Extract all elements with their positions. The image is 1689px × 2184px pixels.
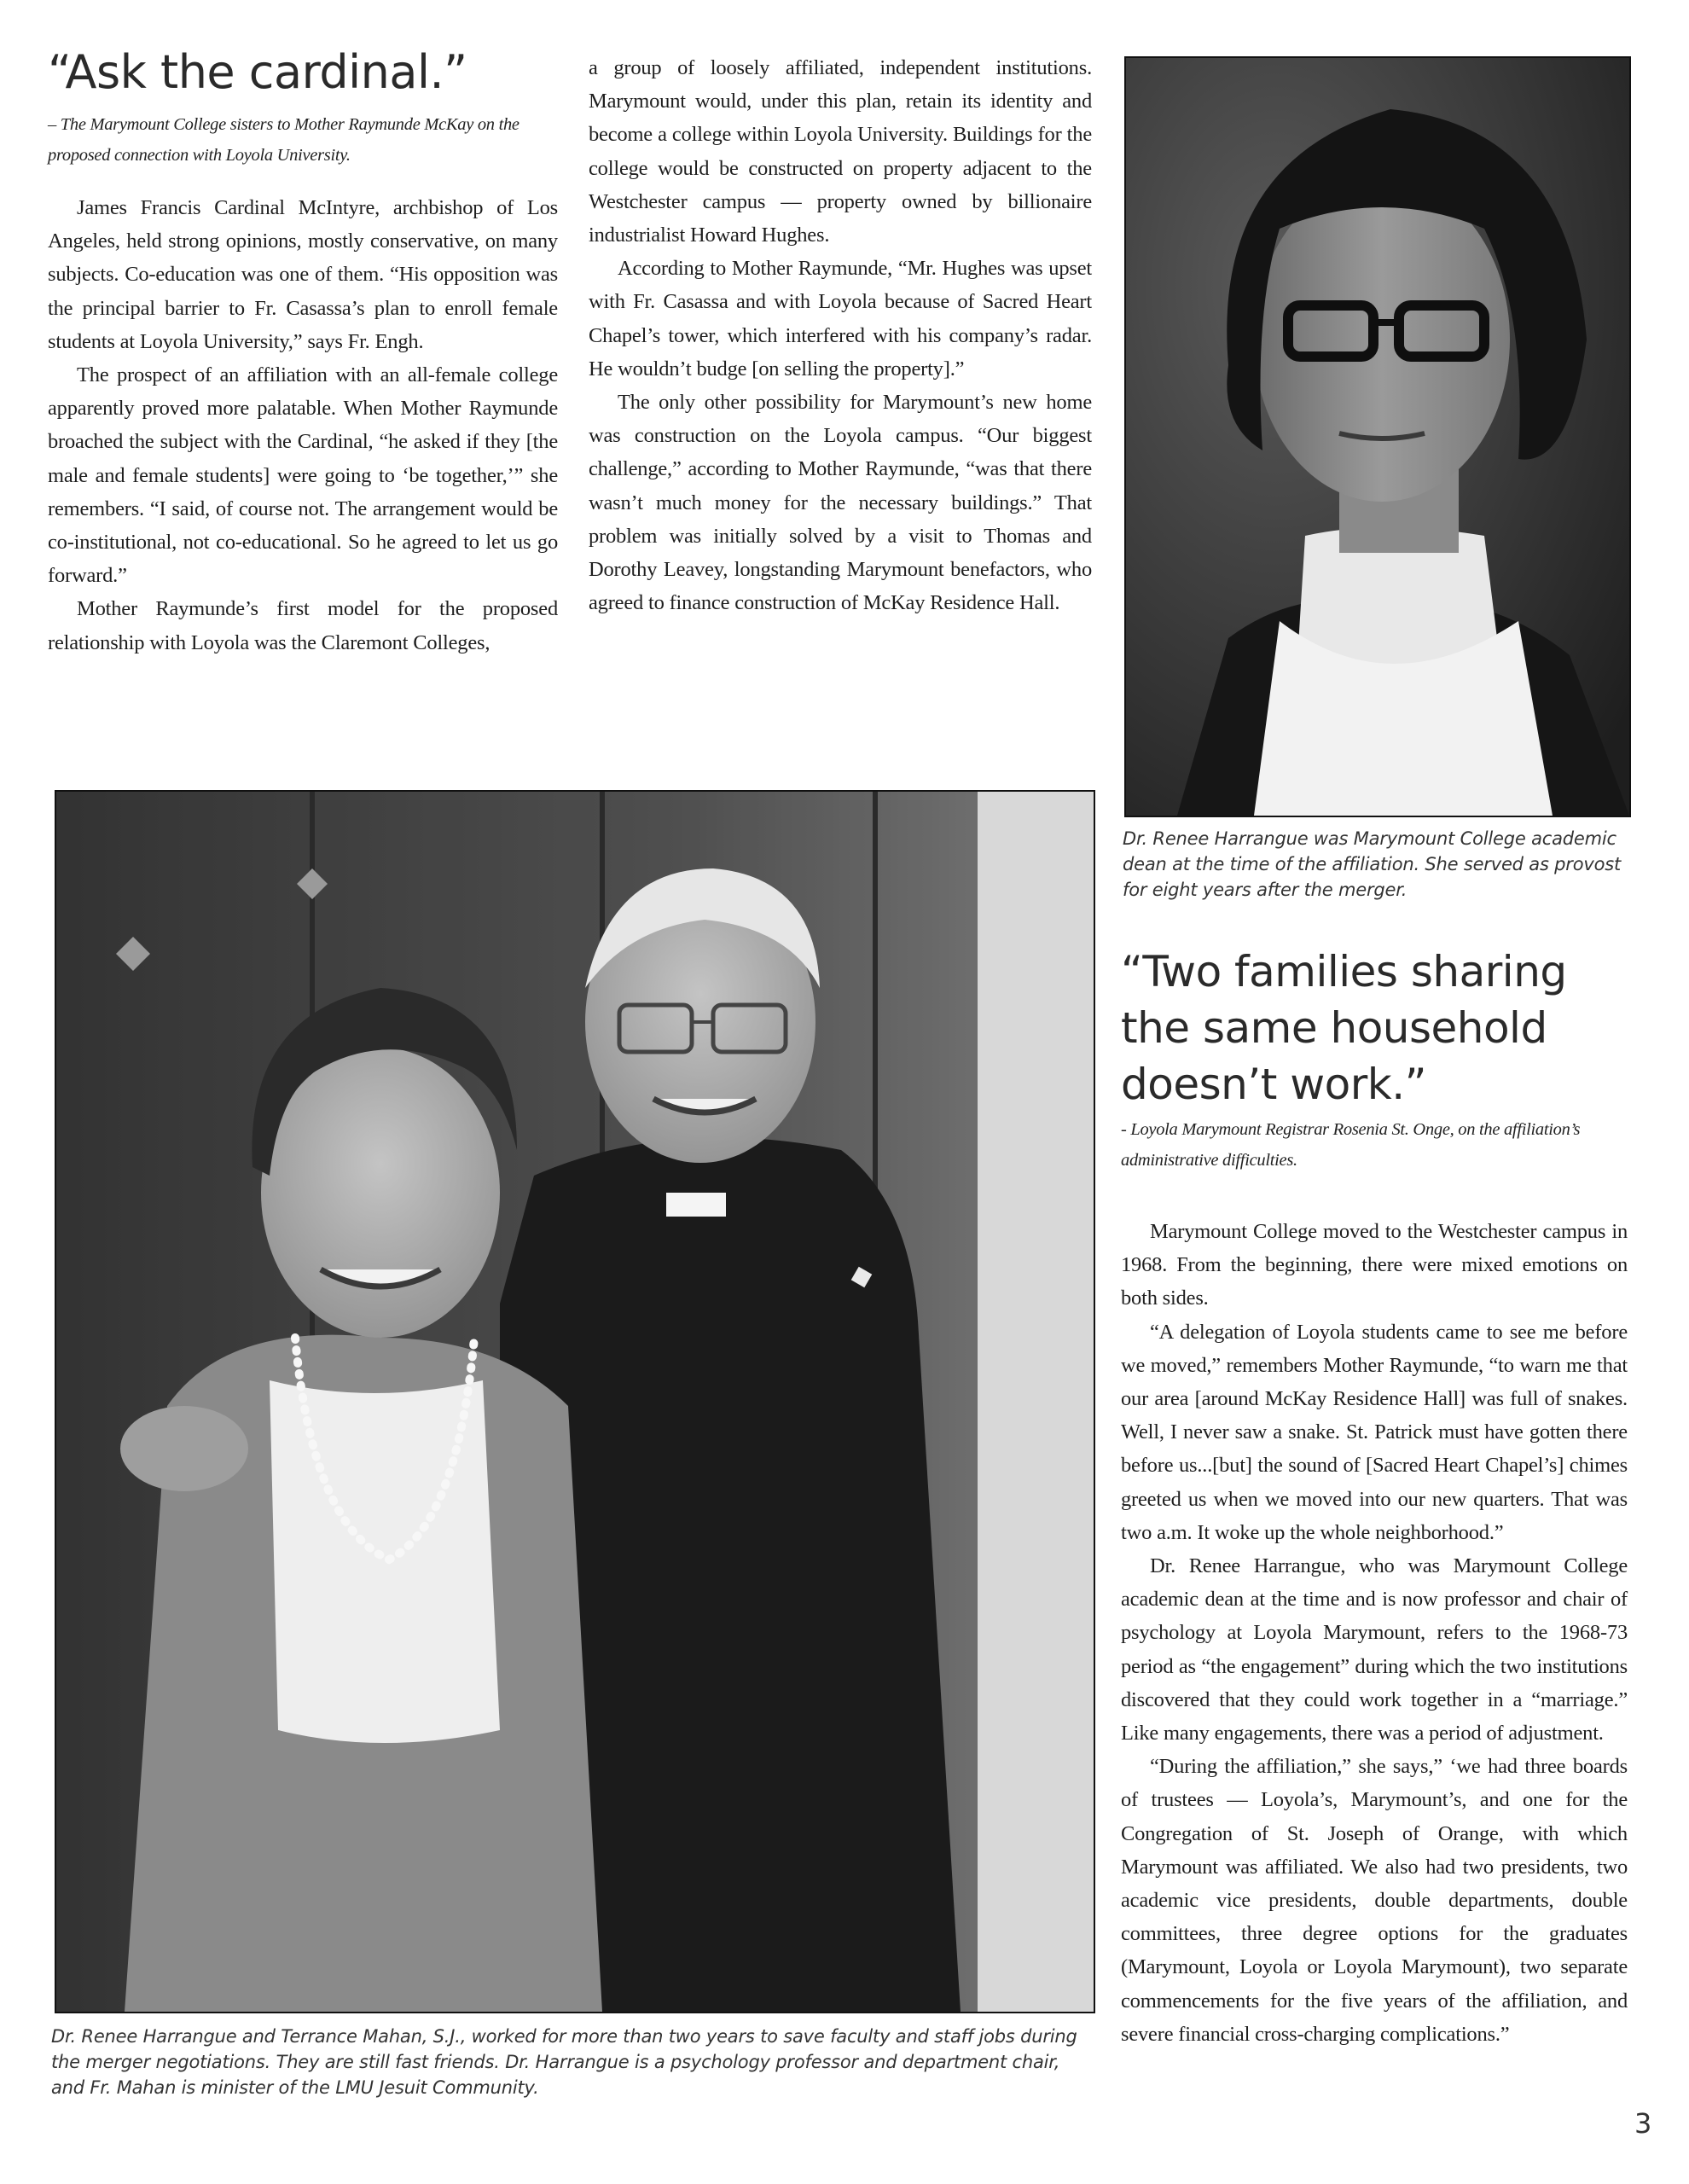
paragraph: Mother Raymunde’s first model for the proposed relationship with Loyola was the Claremont Colleges, (48, 597, 558, 654)
page-number: 3 (1634, 2107, 1652, 2140)
paragraph: “A delegation of Loyola students came to see me before we moved,” remembers Mother Raymunde, “to warn me that our area [around McKay Residence Hall] was full of snakes. Well, I never saw a snake. St. Patrick must have gotten there before us...[but] the sound of [Sacred Heart Chapel’s] chimes greeted us when we moved into our new quarters. That was two a.m. It woke up the whole neighborhood.” (1121, 1320, 1628, 1544)
paragraph: The only other possibility for Marymount’s new home was construction on the Loyola campus. “Our biggest challenge,” according to Mother Raymunde, “was that there wasn’t much money for the necessary buildings.” That problem was initially solved by a visit to Thomas and Dorothy Leavey, longstanding Marymount benefactors, who agreed to finance construction of McKay Residence Hall. (589, 391, 1092, 615)
pull-quote-two-families (1121, 944, 1633, 1112)
portrait-photo-harrangue (1124, 56, 1631, 817)
article-column-1 (48, 191, 558, 659)
article-column-3 (1121, 1215, 1628, 2051)
pull-quote-line: doesn’t work.” (1121, 1060, 1427, 1109)
paragraph: “During the affiliation,” she says,” ‘we had three boards of trustees — Loyola’s, Marymount’s, and one for the Congregation of St. Joseph of Orange, with which Marymount was affiliated. We also had two presidents, two academic vice presidents, double departments, double committees, three degree options for the graduates (Marymount, Loyola or Loyola Marymount), two separate commencements for the five years of the affiliation, and severe financial cross-charging complications.” (1121, 1755, 1628, 2046)
portrait-illustration (1126, 58, 1629, 816)
pull-quote-line: the same household (1121, 1003, 1547, 1053)
paragraph: James Francis Cardinal McIntyre, archbishop of Los Angeles, held strong opinions, mostly conservative, on many subjects. Co-education was one of them. “His opposition was the principal barrier to Fr. Casassa’s plan to enroll female students at Loyola University,” says Fr. Engh. (48, 196, 558, 353)
portrait-photo-caption: Dr. Renee Harrangue was Marymount College academic dean at the time of the affiliation. She served as provost for eight years after the merger. (1123, 828, 1622, 900)
duo-photo-caption: Dr. Renee Harrangue and Terrance Mahan, S.J., worked for more than two years to save faculty and staff jobs during the merger negotiations. They are still fast friends. Dr. Harrangue is a psychology professor and department chair, and Fr. Mahan is minister of the LMU Jesuit Community. (51, 2026, 1077, 2098)
duo-illustration (56, 792, 1094, 2012)
paragraph: Dr. Renee Harrangue, who was Marymount College academic dean at the time and is now professor and chair of psychology at Loyola Marymount, refers to the 1968-73 period as “the engagement” during which the two institutions discovered that they could work together in a “marriage.” Like many engagements, there was a period of adjustment. (1121, 1554, 1628, 1745)
pull-quote-attribution: – The Marymount College sisters to Mother Raymunde McKay on the proposed connection with Loyola University. (48, 115, 519, 165)
photo-harrangue-mahan (55, 790, 1095, 2013)
pull-quote-ask-cardinal: “Ask the cardinal.” (48, 45, 467, 99)
paragraph: According to Mother Raymunde, “Mr. Hughes was upset with Fr. Casassa and with Loyola because of Sacred Heart Chapel’s tower, which interfered with his company’s radar. He wouldn’t budge [on selling the property].” (589, 257, 1092, 380)
paragraph: The prospect of an affiliation with an all-female college apparently proved more palatable. When Mother Raymunde broached the subject with the Cardinal, “he asked if they [the male and female students] were going to ‘be together,’” she remembers. “I said, of course not. The arrangement would be co-institutional, not co-educational. So he agreed to let us go forward.” (48, 363, 558, 588)
pull-quote-attribution: - Loyola Marymount Registrar Rosenia St. Onge, on the affiliation’s administrative difficulties. (1121, 1120, 1581, 1170)
paragraph: Marymount College moved to the Westchester campus in 1968. From the beginning, there were mixed emotions on both sides. (1121, 1220, 1628, 1310)
article-column-2 (589, 51, 1092, 619)
paragraph: a group of loosely affiliated, independent institutions. Marymount would, under this plan, retain its identity and become a college within Loyola University. Buildings for the college would be constructed on property adjacent to the Westchester campus — property owned by billionaire industrialist Howard Hughes. (589, 56, 1092, 247)
pull-quote-line: “Two families sharing (1121, 947, 1567, 996)
